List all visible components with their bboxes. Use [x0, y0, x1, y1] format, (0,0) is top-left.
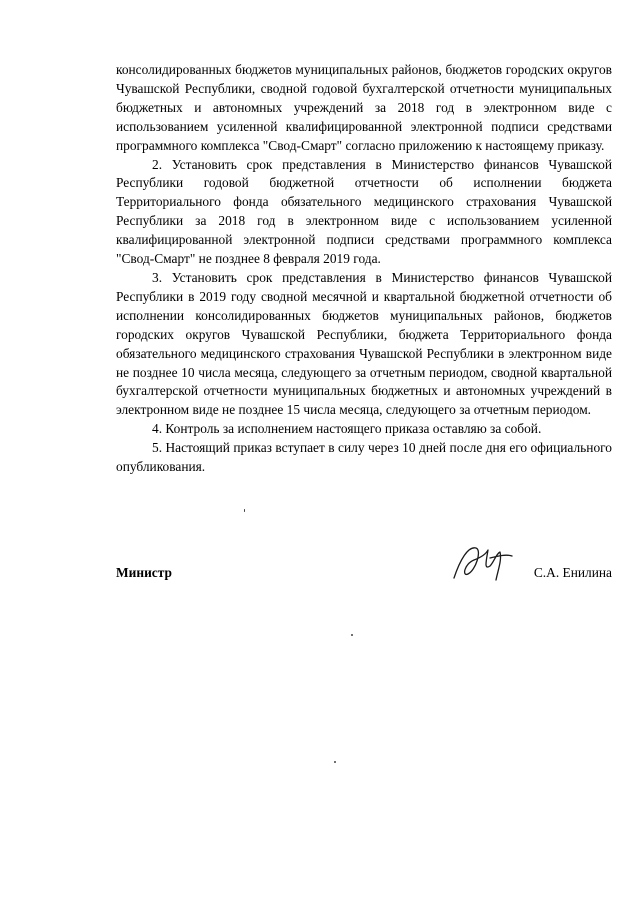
document-body: [116, 61, 612, 477]
paragraph-1-continuation: консолидированных бюджетов муниципальных районов, бюджетов городских округов Чувашской Республики, сводной годовой бухгалтерской отчетности муниципальных бюджетных и автономных учреждений за 2018 год в электронном виде с использованием усиленной квалифицированной электронной подписи средствами программного комплекса "Свод-Смарт" согласно приложению к настоящему приказу.: [116, 62, 612, 153]
scan-speck: [351, 634, 353, 636]
signer-name: С.А. Енилина: [533, 565, 612, 580]
scan-speck: [334, 761, 336, 763]
signer-title: Министр: [116, 565, 172, 580]
paragraph-2: 2. Установить срок представления в Министерство финансов Чувашской Республики годовой бюджетной отчетности об исполнении бюджета Территориального фонда обязательного медицинского страхования Чувашской Республики за 2018 год в электронном виде с использованием усиленной квалифицированной электронной подписи средствами программного комплекса "Свод-Смарт" не позднее 8 февраля 2019 года.: [116, 156, 612, 267]
paragraph-4: 4. Контроль за исполнением настоящего приказа оставляю за собой.: [152, 421, 542, 437]
paragraph-3: 3. Установить срок представления в Министерство финансов Чувашской Республики в 2019 году сводной месячной и квартальной бюджетной отчетности об исполнении консолидированных бюджетов муниципальных районов, бюджетов городских округов Чувашской Республики, бюджета Территориального фонда обязательного медицинского страхования Чувашской Республики в электронном виде не позднее 10 числа месяца, следующего за отчетным периодом, сводной квартальной бухгалтерской отчетности муниципальных бюджетных и автономных учреждений в электронном виде не позднее 15 числа месяца, следующего за отчетным периодом.: [116, 269, 612, 418]
signature-block: [116, 558, 612, 588]
handwritten-signature: [446, 540, 516, 588]
scan-speck: [244, 509, 245, 512]
paragraph-5: 5. Настоящий приказ вступает в силу через 10 дней после дня его официального опубликования.: [116, 440, 612, 475]
